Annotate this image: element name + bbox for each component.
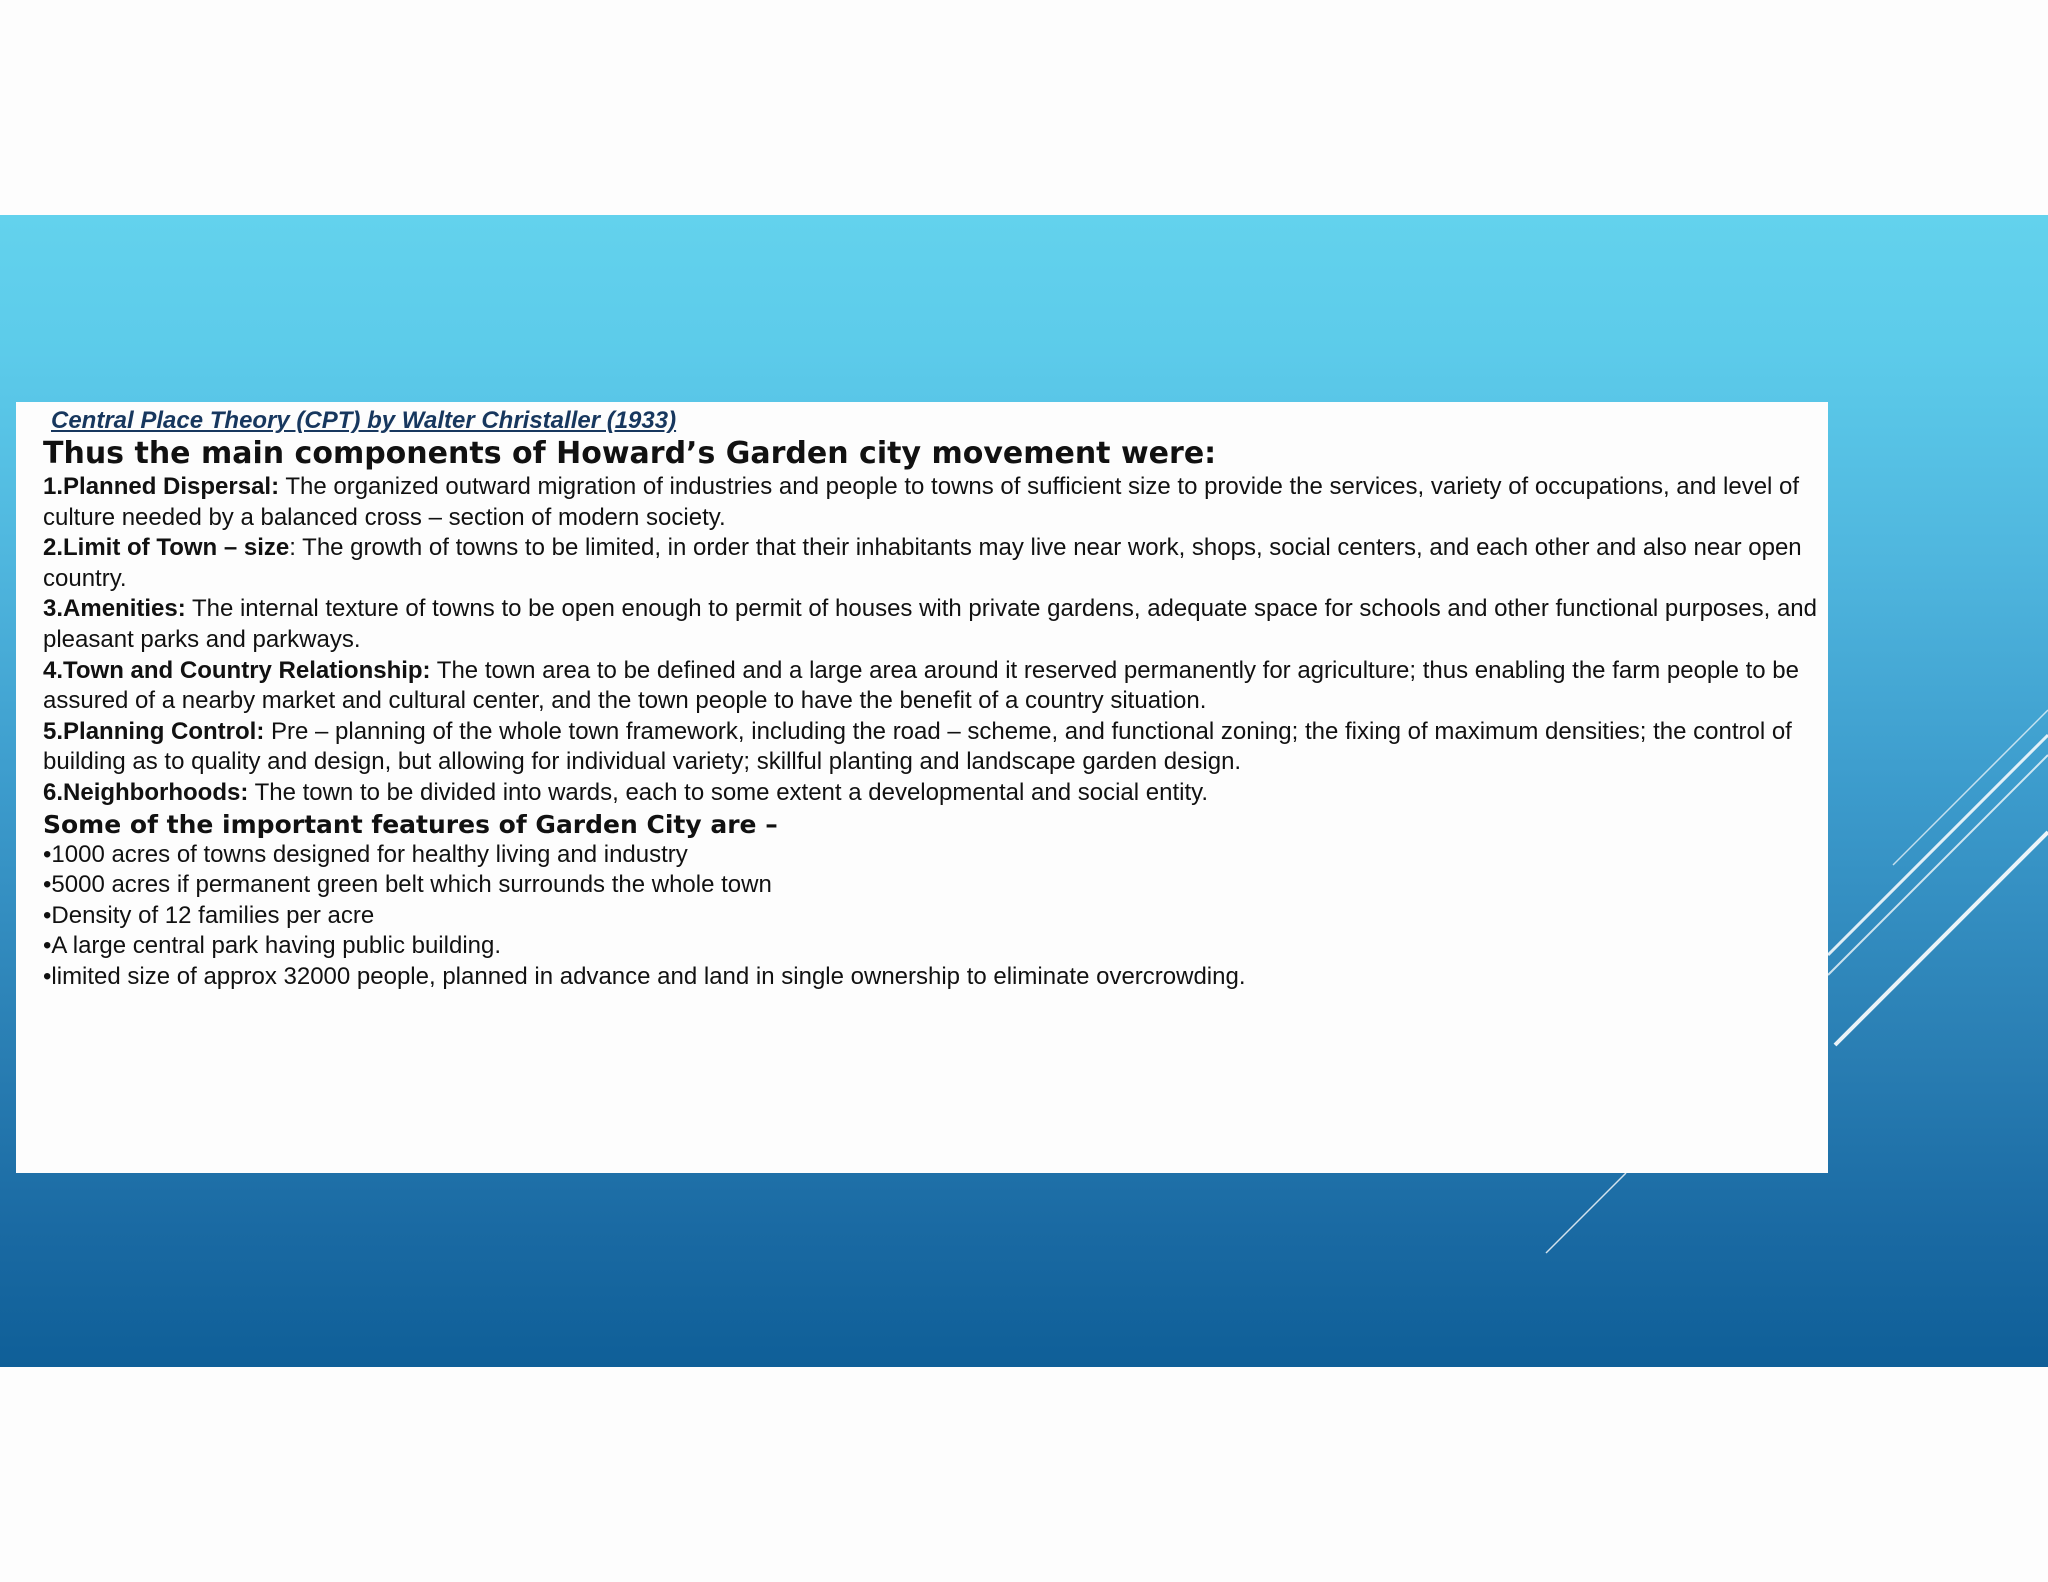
component-item xyxy=(43,717,1828,778)
component-text: The organized outward migration of industries and people to towns of sufficient size to provide the services, variety of occupations, and level of culture needed by a balanced cross – section of modern society. xyxy=(43,473,1800,531)
feature-item: •5000 acres if permanent green belt which surrounds the whole town xyxy=(43,871,772,899)
feature-item: •Density of 12 families per acre xyxy=(43,901,375,929)
main-heading: Thus the main components of Howard’s Garden city movement were: xyxy=(43,436,1217,471)
features-list xyxy=(43,840,1828,993)
component-item xyxy=(43,594,1828,655)
component-label: 4.Town and Country Relationship: xyxy=(43,656,431,684)
component-item xyxy=(43,778,1828,809)
component-text: The town area to be defined and a large area around it reserved permanently for agriculture; thus enabling the farm people to be assured of a nearby market and cultural center, and the town people to have the benefit of a country situation. xyxy=(43,656,1799,715)
component-label: 2.Limit of Town – size xyxy=(43,534,290,562)
feature-item: •limited size of approx 32000 people, planned in advance and land in single ownership to eliminate overcrowding. xyxy=(43,962,1246,990)
features-heading: Some of the important features of Garden City are – xyxy=(43,809,778,839)
component-item xyxy=(43,472,1828,533)
component-label: 5.Planning Control: xyxy=(43,717,265,745)
decorative-line xyxy=(1828,735,2048,955)
component-text: Pre – planning of the whole town framework, including the road – scheme, and functional zoning; the fixing of maximum densities; the control of building as to quality and design, but allowing for individual variety; skillful planting and landscape garden design. xyxy=(43,717,1792,776)
component-text: : The growth of towns to be limited, in order that their inhabitants may live near work, shops, social centers, and each other and also near open country. xyxy=(43,534,1802,592)
content-box xyxy=(16,402,1828,1173)
slide-subtitle: Central Place Theory (CPT) by Walter Christaller (1933) xyxy=(51,407,677,434)
component-text: The town to be divided into wards, each to some extent a developmental and social entity. xyxy=(248,778,1209,806)
component-text: The internal texture of towns to be open enough to permit of houses with private gardens, adequate space for schools and other functional purposes, and pleasant parks and parkways. xyxy=(43,595,1817,653)
component-item xyxy=(43,656,1828,717)
feature-item: •A large central park having public building. xyxy=(43,932,502,960)
component-item xyxy=(43,533,1828,594)
component-label: 1.Planned Dispersal: xyxy=(43,473,280,500)
component-label: 3.Amenities: xyxy=(43,595,186,623)
decorative-line xyxy=(1546,1173,1626,1253)
decorative-line xyxy=(1893,710,2048,865)
slide xyxy=(0,215,2048,1367)
component-label: 6.Neighborhoods: xyxy=(43,778,249,806)
decorative-line xyxy=(1835,832,2048,1045)
feature-item: •1000 acres of towns designed for healthy living and industry xyxy=(43,840,688,868)
